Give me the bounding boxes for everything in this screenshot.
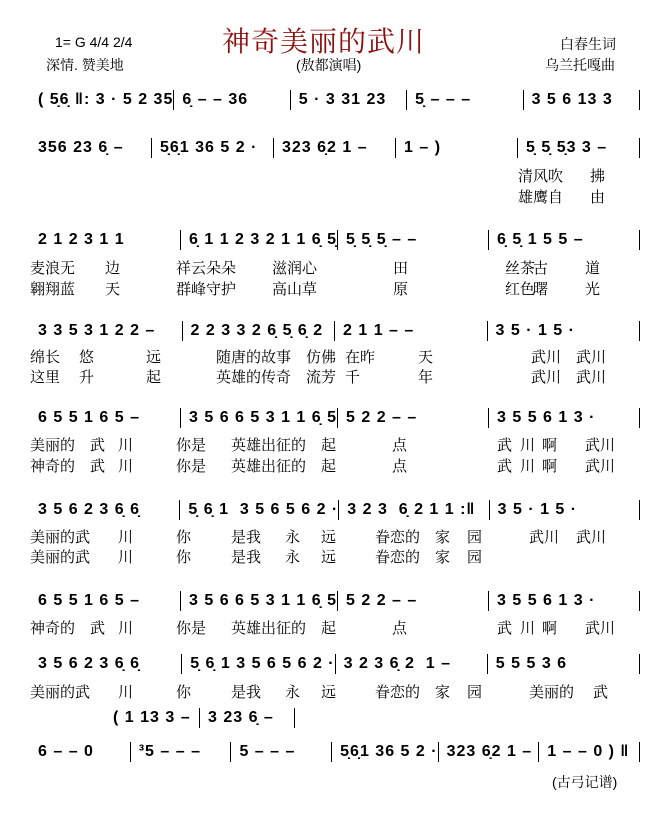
lyric-verse-1: 川: [520, 620, 536, 637]
lyric-verse-2: 武: [90, 458, 106, 475]
measure: 3 5 6 6 5 3 1 1 6̣ 5: [189, 592, 337, 609]
measure: 356 23 6̣ –: [38, 139, 124, 156]
lyric-verse-2: 神奇的: [30, 458, 76, 475]
measure: 3 5 6 6 5 3 1 1 6̣ 5: [189, 409, 337, 426]
lyric-verse-2: 群峰守护: [176, 281, 237, 298]
barline: [639, 321, 640, 341]
measure: 5 – – –: [239, 743, 296, 760]
measure: 3 5 5 6 1 3 ·: [497, 409, 596, 426]
lyric-verse-1: 啊: [542, 620, 558, 637]
lyric-verse-1: 起: [321, 437, 337, 454]
lyric-verse-1: 滋润心: [272, 260, 318, 277]
lyric-verse-1: 武川: [576, 529, 607, 546]
notation-line: [30, 320, 640, 342]
barline: [639, 408, 640, 428]
measure: 2 2 3 3 2 6̣ 5̣ 6̣ 2: [190, 322, 324, 339]
measure: 5̣ – – –: [415, 91, 472, 108]
lyric-verse-1: 田: [393, 260, 409, 277]
lyric-verse-1: 美丽的武: [30, 684, 91, 701]
lyric-verse-1: 美丽的: [30, 437, 76, 454]
lyric-verse-1: 清风吹: [518, 168, 564, 185]
lyric-verse-2: 英雄的传奇: [216, 369, 292, 386]
lyric-verse-2: 川: [118, 549, 134, 566]
notation-line: [30, 653, 640, 675]
lyric-verse-2: 美丽的武: [30, 549, 91, 566]
measure: ( 1 13 3 –: [113, 709, 191, 726]
lyric-verse-1: 道: [585, 260, 601, 277]
notation-line: [30, 590, 640, 612]
lyric-verse-1: 武川: [576, 349, 607, 366]
measure: 323 6̣2 1 –: [282, 139, 368, 156]
barline: [639, 500, 640, 520]
barline: [639, 90, 640, 110]
notation-line: [30, 407, 640, 429]
lyric-verse-1: 永: [285, 684, 301, 701]
lyric-verse-1: 武川: [585, 437, 616, 454]
lyric-verse-2: 年: [418, 369, 434, 386]
notation-line: [105, 707, 295, 729]
lyric-verse-1: 川: [118, 684, 134, 701]
lyric-verse-2: 由: [590, 189, 606, 206]
lyric-verse-1: 武: [90, 620, 106, 637]
song-title: 神奇美丽的武川: [222, 26, 426, 57]
lyric-verse-2: 起: [321, 458, 337, 475]
lyric-verse-1: 美丽的: [529, 684, 575, 701]
transcriber-credit: (古弓记谱): [552, 774, 618, 790]
lyric-verse-1: 你是: [176, 620, 207, 637]
measure: 3 5 · 1 5 ·: [497, 501, 578, 518]
notation-line: [30, 137, 640, 159]
barline: [639, 138, 640, 158]
lyric-verse-1: 武: [497, 620, 513, 637]
lyric-verse-2: 英雄出征的: [231, 458, 307, 475]
lyric-verse-2: 光: [585, 281, 601, 298]
measure: 5̣ 6̣ 1 3 5 6 5 6 2 ·: [190, 655, 335, 672]
lyric-verse-1: 远: [321, 684, 337, 701]
measure: 6̣ 1 1 2 3 2 1 1 6̣ 5̣: [189, 231, 337, 248]
lyric-verse-2: 川: [118, 458, 134, 475]
barline: [639, 230, 640, 250]
lyric-verse-2: 千: [345, 369, 361, 386]
lyric-verse-1: 家: [435, 529, 451, 546]
measure: 1 – ): [404, 139, 442, 156]
lyric-verse-1: 永: [285, 529, 301, 546]
lyric-verse-1: 点: [392, 620, 408, 637]
lyric-verse-1: 川: [118, 437, 134, 454]
lyric-verse-1: 武: [90, 437, 106, 454]
lyric-verse-1: 你: [176, 529, 192, 546]
measure: 3 3 5 3 1 2 2 –: [38, 322, 156, 339]
lyric-verse-1: 古: [533, 260, 549, 277]
measure: 6 – – 0: [38, 743, 94, 760]
lyric-verse-2: 武川: [531, 369, 562, 386]
lyric-verse-1: 天: [418, 349, 434, 366]
lyric-verse-1: 武川: [529, 529, 560, 546]
measure: 323 6̣2 1 –: [446, 743, 533, 760]
lyric-verse-2: 起: [146, 369, 162, 386]
measure: 3 5 6 2 3 6̣ 6̣: [38, 501, 140, 518]
measure: 2 1 1 – –: [343, 322, 415, 339]
measure: 5̣ 5̣ 5̣ – –: [346, 231, 418, 248]
lyric-verse-1: 在昨: [345, 349, 376, 366]
lyricist-credit: 白春生词: [560, 36, 616, 52]
lyric-verse-1: 川: [118, 620, 134, 637]
notation-line: [30, 89, 640, 111]
lyric-verse-1: 丝茶: [505, 260, 536, 277]
lyric-verse-1: 神奇的: [30, 620, 76, 637]
lyric-verse-1: 起: [321, 620, 337, 637]
lyric-verse-2: 眷恋的: [375, 549, 421, 566]
lyric-verse-1: 美丽的武: [30, 529, 91, 546]
lyric-verse-2: 是我: [231, 549, 262, 566]
lyric-verse-1: 武川: [531, 349, 562, 366]
measure: 5̣6̣1 36 5 2 ·: [340, 743, 438, 760]
lyric-verse-1: 武川: [585, 620, 616, 637]
lyric-verse-2: 啊: [542, 458, 558, 475]
lyric-verse-2: 原: [393, 281, 409, 298]
lyric-verse-2: 川: [520, 458, 536, 475]
measure: 3 2 3 6̣ 2 1 –: [343, 655, 452, 672]
lyric-verse-2: 武: [497, 458, 513, 475]
lyric-verse-1: 川: [118, 529, 134, 546]
lyric-verse-1: 眷恋的: [375, 684, 421, 701]
measure: ³5 – – –: [138, 743, 201, 760]
lyric-verse-1: 远: [321, 529, 337, 546]
lyric-verse-1: 是我: [231, 529, 262, 546]
measure: 3 23 6̣ –: [208, 709, 274, 726]
lyric-verse-1: 麦浪无: [30, 260, 76, 277]
notation-line: [30, 741, 640, 763]
measure: 5̣6̣1 36 5 2 ·: [160, 139, 258, 156]
lyric-verse-1: 家: [435, 684, 451, 701]
measure: 6 5 5 1 6 5 –: [38, 409, 140, 426]
lyric-verse-1: 拂: [590, 168, 606, 185]
measure: 3 2 3 6̣ 2 1 1 :‖: [347, 501, 476, 518]
lyric-verse-2: 流芳: [306, 369, 337, 386]
lyric-verse-1: 是我: [231, 684, 262, 701]
lyric-verse-2: 高山草: [272, 281, 318, 298]
lyric-verse-2: 远: [321, 549, 337, 566]
lyric-verse-1: 园: [467, 684, 483, 701]
measure: 5̣ 6̣ 1 3 5 6 5 6 2 ·: [188, 501, 339, 518]
lyric-verse-1: 你是: [176, 437, 207, 454]
lyric-verse-1: 眷恋的: [375, 529, 421, 546]
lyric-verse-2: 点: [392, 458, 408, 475]
lyric-verse-1: 随唐的故事: [216, 349, 292, 366]
lyric-verse-1: 武: [497, 437, 513, 454]
measure: 5 · 3 31 23: [298, 91, 387, 108]
lyric-verse-1: 仿佛: [306, 349, 337, 366]
lyric-verse-2: 雄鹰自: [518, 189, 564, 206]
barline: [639, 742, 640, 762]
singer-credit: (敖都演唱): [296, 57, 362, 73]
notation-line: [30, 229, 640, 251]
lyric-verse-1: 英雄出征的: [231, 437, 307, 454]
lyric-verse-1: 点: [392, 437, 408, 454]
lyric-verse-1: 悠: [79, 349, 95, 366]
measure: 1 – – 0 ) ‖: [547, 743, 630, 760]
tempo-mood: 深情. 赞美地: [46, 57, 124, 73]
lyric-verse-2: 曙: [533, 281, 549, 298]
measure: 6̣ – – 36: [182, 91, 249, 108]
lyric-verse-1: 啊: [542, 437, 558, 454]
lyric-verse-2: 永: [285, 549, 301, 566]
measure: 5 2 2 – –: [346, 409, 418, 426]
lyric-verse-1: 英雄出征的: [231, 620, 307, 637]
measure: 6̣ 5̣ 1 5 5 –: [497, 231, 584, 248]
measure: 2 1 2 3 1 1: [38, 231, 125, 248]
lyric-verse-2: 家: [435, 549, 451, 566]
lyric-verse-2: 你是: [176, 458, 207, 475]
barline: [639, 591, 640, 611]
lyric-verse-1: 边: [105, 260, 121, 277]
composer-credit: 乌兰托嘎曲: [545, 57, 615, 73]
lyric-verse-1: 祥云朵朵: [176, 260, 237, 277]
barline: [294, 708, 295, 728]
lyric-verse-2: 这里: [30, 369, 61, 386]
measure: ( 5̣6̣ ‖: 3 · 5 2 35: [38, 91, 174, 108]
lyric-verse-2: 天: [105, 281, 121, 298]
lyric-verse-2: 翱翔蓝: [30, 281, 76, 298]
lyric-verse-2: 你: [176, 549, 192, 566]
measure: 6 5 5 1 6 5 –: [38, 592, 140, 609]
lyric-verse-1: 园: [467, 529, 483, 546]
measure: 3 5 5 6 1 3 ·: [497, 592, 596, 609]
lyric-verse-1: 川: [520, 437, 536, 454]
barline: [639, 654, 640, 674]
lyric-verse-1: 远: [146, 349, 162, 366]
lyric-verse-2: 红色: [505, 281, 536, 298]
measure: 3 5 6 13 3: [531, 91, 613, 108]
lyric-verse-2: 武川: [576, 369, 607, 386]
measure: 3 5 · 1 5 ·: [495, 322, 575, 339]
measure: 5 5 5 3 6: [495, 655, 568, 672]
measure: 3 5 6 2 3 6̣ 6̣: [38, 655, 140, 672]
lyric-verse-2: 园: [467, 549, 483, 566]
lyric-verse-1: 绵长: [30, 349, 61, 366]
lyric-verse-2: 升: [79, 369, 95, 386]
lyric-verse-1: 武: [593, 684, 609, 701]
notation-line: [30, 499, 640, 521]
measure: 5̣ 5̣ 5̣3 3 –: [526, 139, 608, 156]
lyric-verse-2: 武川: [585, 458, 616, 475]
key-time-signature: 1= G 4/4 2/4: [55, 34, 133, 50]
measure: 5 2 2 – –: [346, 592, 418, 609]
lyric-verse-1: 你: [176, 684, 192, 701]
